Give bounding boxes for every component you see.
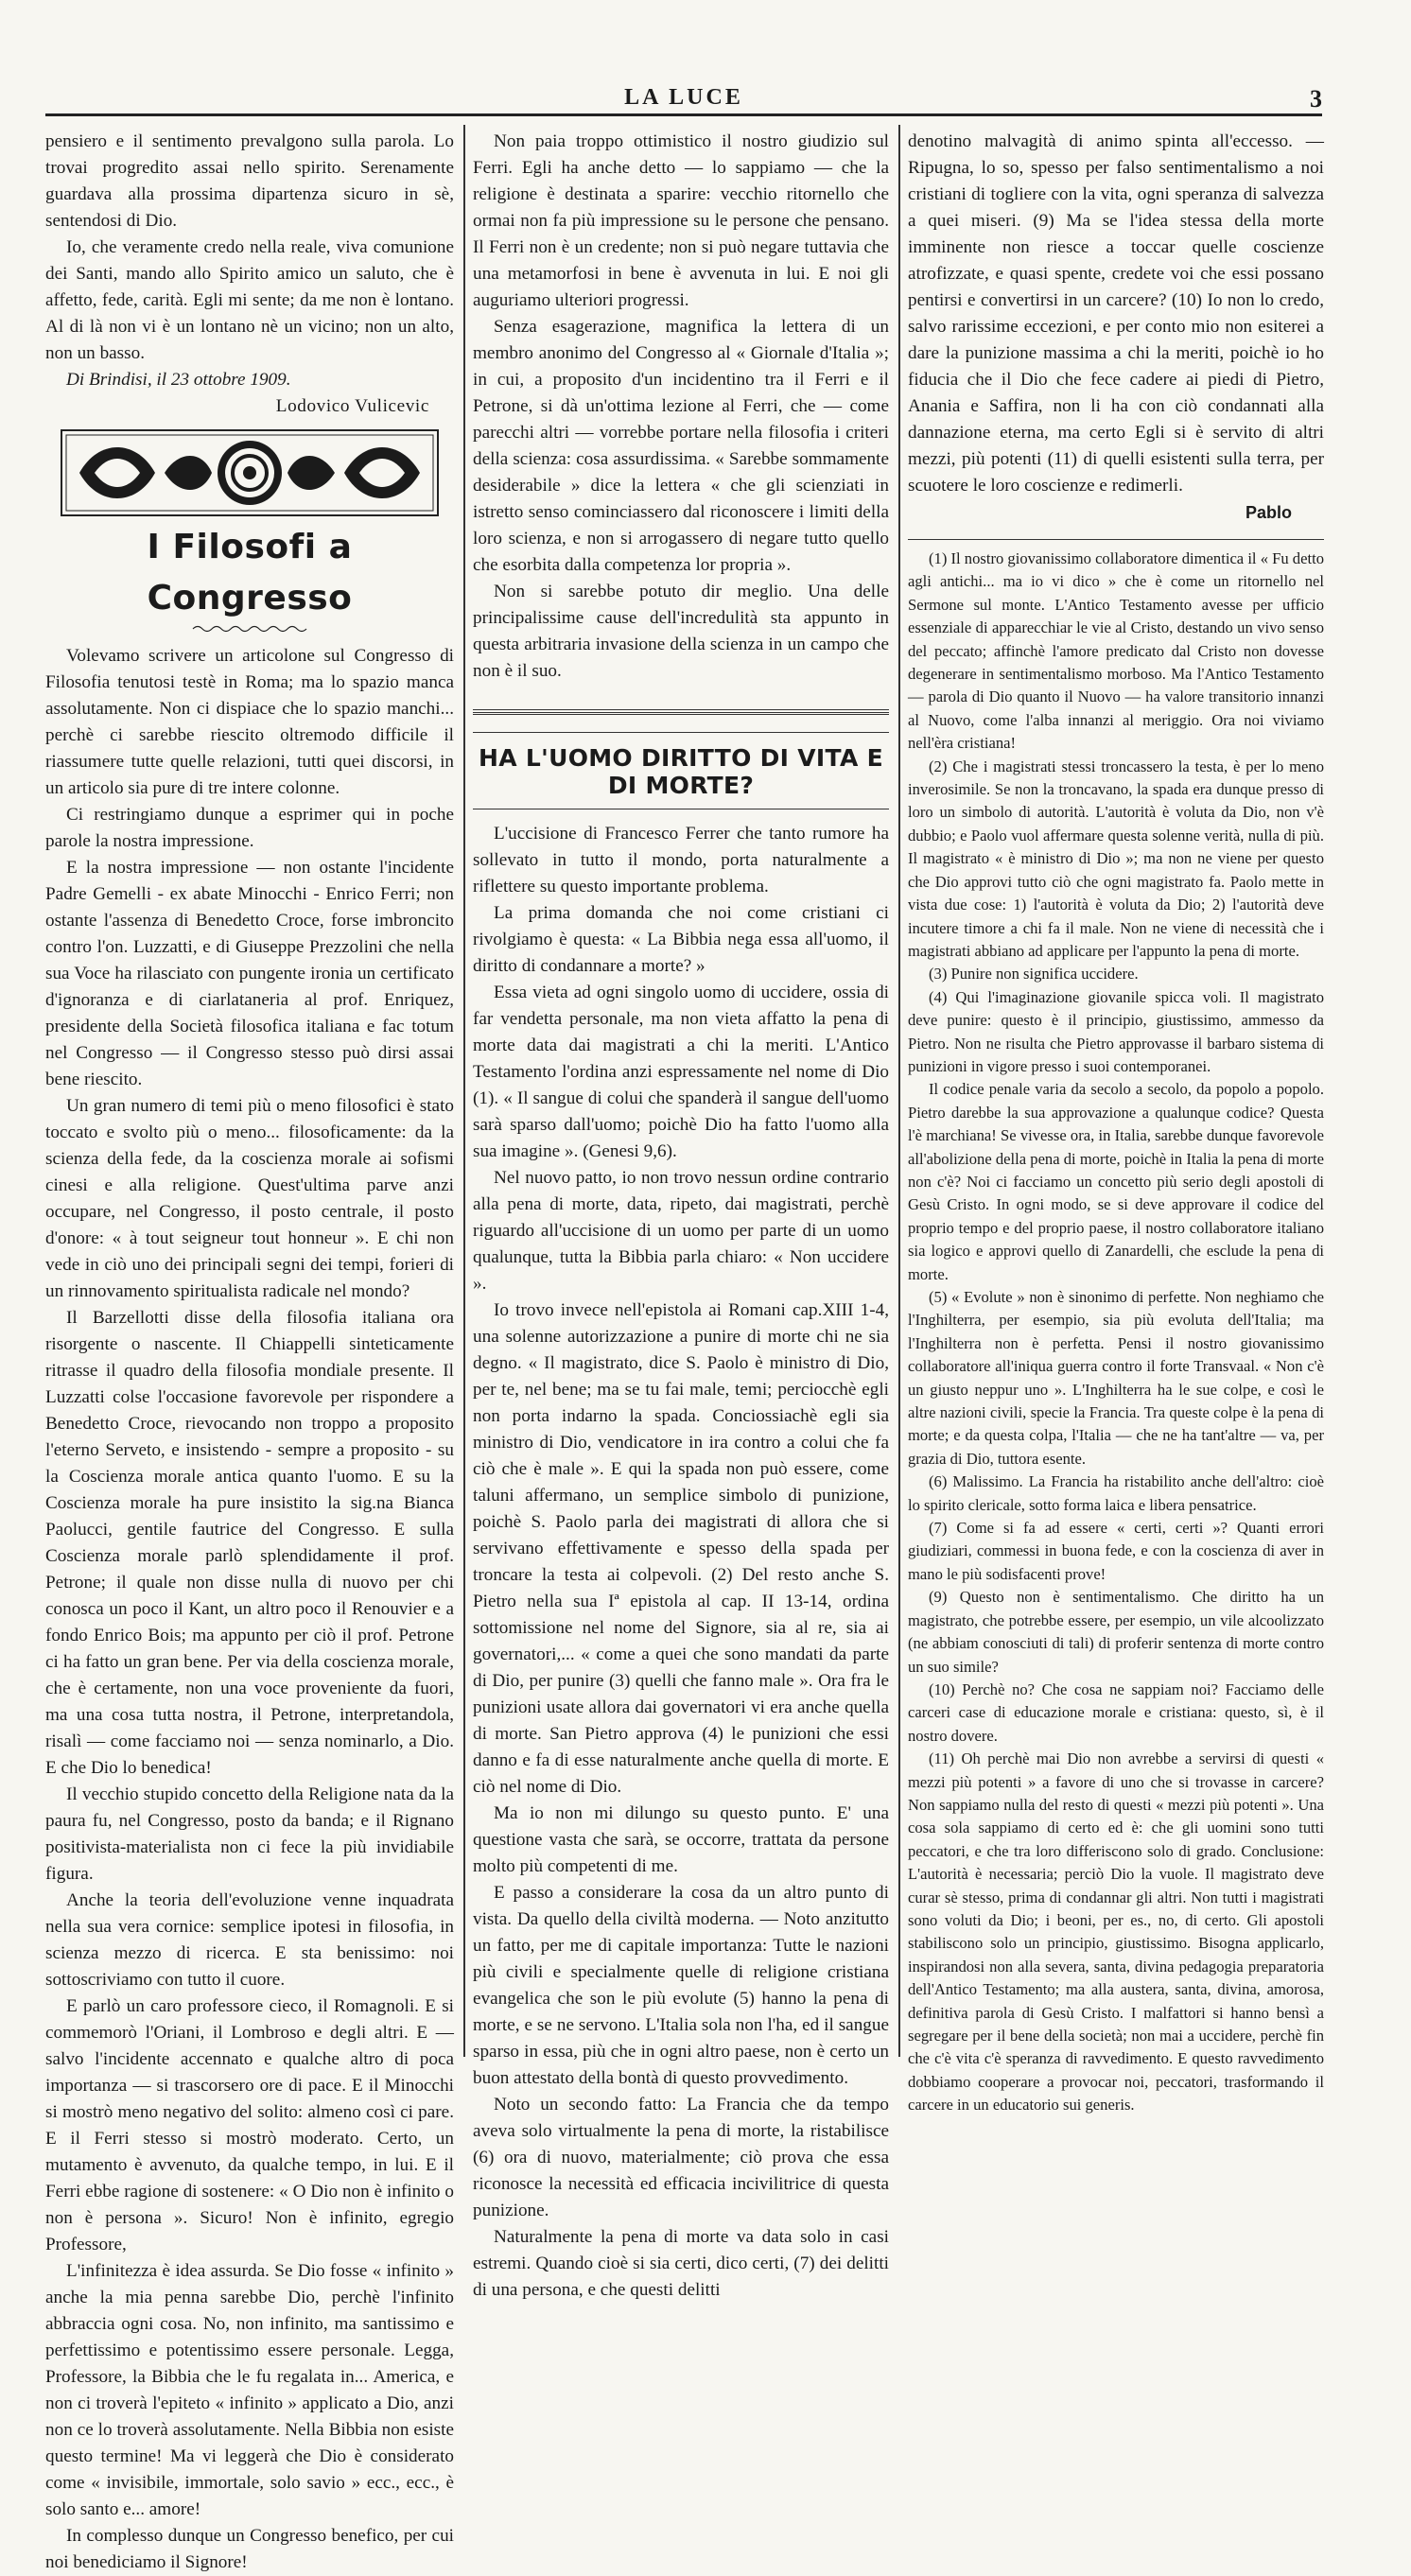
footnote: (6) Malissimo. La Francia ha ristabilito anche dell'altro: cioè lo spirito clericale, sotto forma laica e libera pensatrice. [908, 1472, 1324, 1514]
footnote: (2) Che i magistrati stessi troncassero la testa, è per lo meno inverosimile. Se non la troncavano, la spada era dunque presso di loro un simbolo di autorità. L'autorità è voluta da Dio, non v'è dubbio; e Paolo vuol affermare questa solenne verità, nulla di più. Il magistrato « è ministro di Dio »; ma non ne viene per questo che Dio approvi tutto ciò che ogni magistrato fa. Paolo mette in vista due cose: 1) l'autorità è voluta da Dio; 2) l'autorità deve incutere timore a chi fa il male. Non ne viene di necessità che i magistrati abbiano ad applicare per l'appunto la pena di morte. [908, 757, 1324, 960]
paragraph: denotino malvagità di animo spinta all'eccesso. — Ripugna, lo so, spesso per falso sentimentalismo a noi cristiani di togliere con la vita, ogni speranza di salvezza a quei miseri. (9) Ma se l'idea stessa della morte imminente non riesce a toccar quelle coscienze atrofizzate, e quasi spente, credete voi che essi possano pentirsi e convertirsi in un carcere? (10) Io non lo credo, salvo rarissime eccezioni, e per conto mio non esiterei a dare la punizione massima a chi la meriti, poichè io ho fiducia che il Dio che fece cadere ai piedi di Pietro, Anania e Saffira, non li ha con ciò condannati alla dannazione eterna, ma certo Egli si è servito di altri mezzi, più potenti (11) di quelli esistenti sulla terra, per scuotere le loro coscienze e redimerli. [908, 131, 1324, 496]
footnote: (7) Come si fa ad essere « certi, certi »? Quanti errori giudiziari, commessi in buona fede, e con la coscienza di aver in mano le più sodisfacenti prove! [908, 1519, 1324, 1583]
masthead: LA LUCE [624, 85, 743, 110]
page-header [45, 83, 1322, 116]
paragraph: Io, che veramente credo nella reale, viva comunione dei Santi, mando allo Spirito amico un saluto, che è affetto, fede, carità. Egli mi sente; da me non è lontano. Al di là non vi è un lontano nè un vicino; non un alto, non un basso. [45, 237, 454, 363]
paragraph: E parlò un caro professore cieco, il Romagnoli. E si commemorò l'Oriani, il Lombroso e degli altri. E — salvo l'incidente accennato e qualche altro di poca importanza — si trascorsero ore di pace. E il Minocchi si mostrò meno negativo del solito: almeno così ci pare. E il Ferri stesso si mostrò moderato. Certo, un mutamento è avvenuto, da qualche tempo, in lui. E il Ferri ebbe ragione di sostenere: « O Dio non è infinito o non è persona ». Sicuro! Non è infinito, egregio Professore, [45, 1996, 454, 2254]
paragraph: Noto un secondo fatto: La Francia che da tempo aveva solo virtualmente la pena di morte, la ristabilisce (6) ora di nuovo, materialmente; ciò prova che essa riconosce la necessità ed efficacia incivilitrice di questa punizione. [473, 2095, 889, 2220]
title-underline [193, 624, 306, 634]
paragraph: Non paia troppo ottimistico il nostro giudizio sul Ferri. Egli ha anche detto — lo sappiamo — che la religione è destinata a sparire: vecchio ritornello che ormai non fa più impressione su le persone che pensano. Il Ferri non è un credente; non si può negare tuttavia che una metamorfosi in bene è avvenuta in lui. E noi gli auguriamo ulteriori progressi. [473, 131, 889, 310]
dateline: Di Brindisi, il 23 ottobre 1909. [66, 370, 291, 390]
footnote: (1) Il nostro giovanissimo collaboratore dimentica il « Fu detto agli antichi... ma io vi dico » che è come un ritornello nel Sermone sul monte. L'Antico Testamento avesse per ufficio essenziale di apparecchiar le vie al Cristo, destando un vivo senso del peccato; affinchè l'amore predicato dal Cristo non dovesse degenerare in sentimentalismo morboso. Ma l'Antico Testamento — parola di Dio quanto il Nuovo — ha valore transitorio innanzi al Nuovo, come l'alba innanzi al meriggio. Ora noi viviamo nell'èra cristiana! [908, 549, 1324, 753]
column-3 [908, 129, 1324, 2115]
footnote: (9) Questo non è sentimentalismo. Che diritto ha un magistrato, che potrebbe essere, per esempio, un vile alcoolizzato (ne abbiam conosciuti di tali) di proferir sentenza di morte contro un suo simile? [908, 1588, 1324, 1676]
column-rule [463, 125, 465, 2057]
author-signature: Lodovico Vulicevic [275, 396, 429, 416]
footnote: (10) Perchè no? Che cosa ne sappiam noi? Facciamo delle carceri case di educazione morale e cristiana: questo, sì, è il nostro dovere. [908, 1680, 1324, 1745]
paragraph: Ci restringiamo dunque a esprimer qui in poche parole la nostra impressione. [45, 805, 454, 851]
paragraph: E passo a considerare la cosa da un altro punto di vista. Da quello della civiltà moderna. — Noto anzitutto un fatto, per me di capitale importanza: Tutte le nazioni più civili e specialmente quelle di religione cristiana evangelica che son le più evolute (5) hanno la pena di morte, e se ne servono. L'Italia sola non l'ha, ed il sangue sparso in essa, più che in ogni altro paese, non è certo un buon attestato della bontà di questo provvedimento. [473, 1883, 889, 2088]
paragraph: Naturalmente la pena di morte va data solo in casi estremi. Quando cioè si sia certi, dico certi, (7) dei delitti di una persona, e che questi delitti [473, 2227, 889, 2300]
paragraph: Non si sarebbe potuto dir meglio. Una delle principalissime cause dell'incredulità sta appunto in questa arbitraria invasione della scienza in un campo che non è il suo. [473, 582, 889, 681]
paragraph: Ma io non mi dilungo su questo punto. E' una questione vasta che sarà, se occorre, trattata da persone molto più competenti di me. [473, 1803, 889, 1876]
column-2 [473, 129, 889, 2300]
footnote: (3) Punire non significa uccidere. [929, 965, 1139, 983]
column-rule [898, 125, 900, 2057]
paragraph: L'uccisione di Francesco Ferrer che tanto rumore ha sollevato in tutto il mondo, porta naturalmente a riflettere su questo importante problema. [473, 824, 889, 896]
paragraph: Volevamo scrivere un articolone sul Congresso di Filosofia tenutosi testè in Roma; ma lo spazio manca assolutamente. Non ci dispiace che lo spazio manchi... perchè ci sarebbe riescito oltremodo difficile il riassumere tutte quelle relazioni, tutti quei discorsi, in un articolo sia pure di tre intere colonne. [45, 646, 454, 798]
author-signature: Pablo [1245, 503, 1292, 522]
paragraph: Senza esagerazione, magnifica la lettera di un membro anonimo del Congresso al « Giornale d'Italia »; in cui, a proposito d'un incidentino tra il Ferri e il Petrone, si dà un'ottima lezione al Ferri, che — come parecchi altri — vorrebbe portare nella filosofia i criteri della scienza: cosa assurdissima. « Sarebbe sommamente desiderabile » dice la lettera « che gli scienziati in istretto senso cominciassero dal riconoscere i limiti della loro scienza, e non si arrogassero di negare tutto quello che esorbita dalla competenza lor propria ». [473, 317, 889, 575]
paragraph: Nel nuovo patto, io non trovo nessun ordine contrario alla pena di morte, data, ripeto, dai magistrati, perchè riguardo all'uccisione di un uomo per parte di un uomo qualunque, tutta la Bibbia parla chiaro: « Non uccidere ». [473, 1168, 889, 1294]
paragraph: Anche la teoria dell'evoluzione venne inquadrata nella sua vera cornice: semplice ipotesi in filosofia, in scienza mezzo di ricerca. E sta benissimo: noi sottoscriviamo con tutto il cuore. [45, 1890, 454, 1990]
footnotes-separator [908, 539, 1324, 540]
paragraph: Essa vieta ad ogni singolo uomo di uccidere, ossia di far vendetta personale, ma non vieta affatto la pena di morte data dai magistrati a chi la meriti. L'Antico Testamento l'ordina anzi espressamente nel nome di Dio (1). « Il sangue di colui che spanderà il sangue dell'uomo sarà sparso dall'uomo; poichè Dio ha fatto l'uomo alla sua imagine ». (Genesi 9,6). [473, 983, 889, 1161]
footnote: Il codice penale varia da secolo a secolo, da popolo a popolo. Pietro darebbe la sua approvazione a qualunque codice? Questa l'è marchiana! Se vivesse ora, in Italia, sarebbe dunque favorevole all'abolizione della pena di morte, poichè in Italia la pena di morte non c'è? Noi ci facciamo un concetto più serio degli apostoli di Gesù Cristo. In ogni modo, se si deve approvare il codice del proprio tempo e del proprio paese, il nostro collaboratore italiano sia logico e approvi quello di Zanardelli, che esclude la pena di morte. [908, 1080, 1324, 1283]
paragraph: La prima domanda che noi come cristiani ci rivolgiamo è questa: « La Bibbia nega essa all'uomo, il diritto di condannare a morte? » [473, 903, 889, 976]
paragraph: Il Barzellotti disse della filosofia italiana ora risorgente o nascente. Il Chiappelli sinteticamente ritrasse il quadro della filosofia mondiale presente. Il Luzzatti colse l'occasione favorevole per rispondere a Benedetto Croce, rievocando non troppo a proposito l'eterno Serveto, e insistendo - sempre a proposito - su la Coscienza morale antica quanto l'uomo. E su la Coscienza morale ha pure insistito la sig.na Bianca Paolucci, gentile fautrice del Congresso. E sulla Coscienza morale parlò splendidamente il prof. Petrone; il quale non disse nulla di nuovo per chi conosca un poco il Kant, un altro poco il Renouvier e a fondo Enrico Bois; ma appunto per ciò il prof. Petrone ci ha fatto un gran bene. Per via della coscienza morale, che è certamente, non una voce proveniente da fuori, ma una cosa tutta nostra, il Petrone, interpretandola, risalì — come facciamo noi — senza nominarlo, a Dio. E che Dio lo benedica! [45, 1308, 454, 1778]
decorative-ornament [61, 429, 439, 516]
article-title: I Filosofi a Congresso [147, 528, 353, 618]
footnotes [908, 548, 1324, 2117]
paragraph: In complesso dunque un Congresso benefico, per cui noi benediciamo il Signore! [45, 2526, 454, 2572]
footnote: (11) Oh perchè mai Dio non avrebbe a servirsi di questi « mezzi più potenti » a favore di uno che si trovasse in carcere? Non sappiamo nulla del resto di questi « mezzi più potenti ». Una cosa sola sappiamo di certo ed è: che gli uomini sono tutti peccatori, e che tra loro differiscono solo di grado. Conclusione: L'autorità è necessaria; perciò Dio la vuole. Il magistrato deve curar sè stesso, prima di condannar gli altri. Non tutti i magistrati sono voluti da Dio; i beoni, per es., no, di certo. Gli apostoli stabiliscono solo un principio, giustissimo. Bisogna applicarlo, inspirandosi non alla severa, santa, divina pedagogia preparatoria dell'Antico Testamento; ma alla austera, santa, divina, amorosa, definitiva parola di Gesù Cristo. I malfattori si hanno bensì a segregare per il bene della società; non mai a uccidere, perchè fin che c'è vita c'è speranza di ravvedimento. E questo ravvedimento dobbiamo cooperare a provocar noi, peccatori, trasformando il carcere in un educatorio sui generis. [908, 1749, 1324, 2115]
section-separator [473, 709, 889, 719]
paragraph: Io trovo invece nell'epistola ai Romani cap.XIII 1-4, una solenne autorizzazione a punire di morte chi ne sia degno. « Il magistrato, dice S. Paolo è ministro di Dio, per te, nel bene; ma se tu fai male, temi; perciocchè egli non porta indarno la spada. Conciossiachè egli sia ministro di Dio, vendicatore in ira contro a colui che fa ciò che è male ». E qui la spada non può essere, come taluni affermano, un semplice simbolo di punizione, poichè S. Paolo parla dei magistrati di allora che si servivano effettivamente e spesso della spada per troncare la testa ai colpevoli. (2) Del resto anche S. Pietro nella sua Iª epistola al cap. II 13-14, ordina sottomissione nel nome del Signore, sia al re, sia ai governatori,... « come a quei che sono mandati da parte di Dio, per punire (3) quelli che fanno male ». Ora fra le punizioni usate allora dai governatori vi era anche quella di morte. San Pietro approva (4) le punizioni che essi danno e fa di esse naturalmente anche quella di morte. E ciò nel nome di Dio. [473, 1300, 889, 1797]
paragraph: L'infinitezza è idea assurda. Se Dio fosse « infinito » anche la mia penna sarebbe Dio, perchè l'infinito abbraccia ogni cosa. No, non infinito, ma santissimo e perfettissimo e potentissimo essere personale. Legga, Professore, la Bibbia che le fu regalata in... America, e non ci troverà l'epiteto « infinito » applicato a Dio, anzi non ce lo troverà assolutamente. Nella Bibbia non esiste questo termine! Ma vi leggerà che Dio è considerato come « invisibile, immortale, solo savio » ecc., ecc., è solo santo e... amore! [45, 2261, 454, 2519]
page-number: 3 [1310, 85, 1322, 113]
footnote: (5) « Evolute » non è sinonimo di perfette. Non neghiamo che l'Inghilterra, per esempio, sia più evoluta dell'Italia; ma l'Inghilterra non è perfetta. Pensi il nostro giovanissimo collaboratore all'iniqua guerra contro il forte Transvaal. « Non c'è un giusto neppur uno ». L'Inghilterra ha le sue colpe, e così le altre nazioni civili, specie la Francia. Tra queste colpe è la pena di morte; e da questa colpa, l'Italia — che ne ha tant'altre — va, per grazia di Dio, tuttora esente. [908, 1288, 1324, 1468]
paragraph: E la nostra impressione — non ostante l'incidente Padre Gemelli - ex abate Minocchi - Enrico Ferri; non ostante l'assenza di Benedetto Croce, forse imbroncito contro l'on. Luzzatti, e di Giuseppe Prezzolini che nella sua Voce ha rilasciato con pungente ironia un certificato d'ignoranza e di ciarlataneria al prof. Enriquez, presidente della Società filosofica italiana e fac totum nel Congresso — il Congresso stesso può dirsi assai bene riescito. [45, 858, 454, 1089]
footnote: (4) Qui l'imaginazione giovanile spicca voli. Il magistrato deve punire: questo è il principio, giustissimo, ammesso da Pietro. Non ne risulta che Pietro approvasse il barbaro sistema di punizioni in vigore presso i suoi contemporanei. [908, 987, 1324, 1075]
column-1 [45, 129, 454, 2572]
paragraph: Il vecchio stupido concetto della Religione nata da la paura fu, nel Congresso, posto da banda; e il Rignano positivista-materialista non ci fece la più invidiabile figura. [45, 1784, 454, 1884]
paragraph: pensiero e il sentimento prevalgono sulla parola. Lo trovai progredito assai nello spirito. Serenamente guardava alla prossima dipartenza sicuro in sè, sentendosi di Dio. [45, 131, 454, 231]
paragraph: Un gran numero di temi più o meno filosofici è stato toccato e svolto più o meno... filosoficamente: da la scienza della fede, da la coscienza morale ai sofismi cinesi e alla religione. Quest'ultima parve anzi occupare, nel Congresso, il posto centrale, il posto d'onore: « à tout seigneur tout honneur ». E chi non vede in ciò uno dei principali segni dei tempi, forieri di un rinnovamento spiritualista radicale nel mondo? [45, 1096, 454, 1301]
article-title: HA L'UOMO DIRITTO DI VITA E DI MORTE? [473, 732, 889, 809]
